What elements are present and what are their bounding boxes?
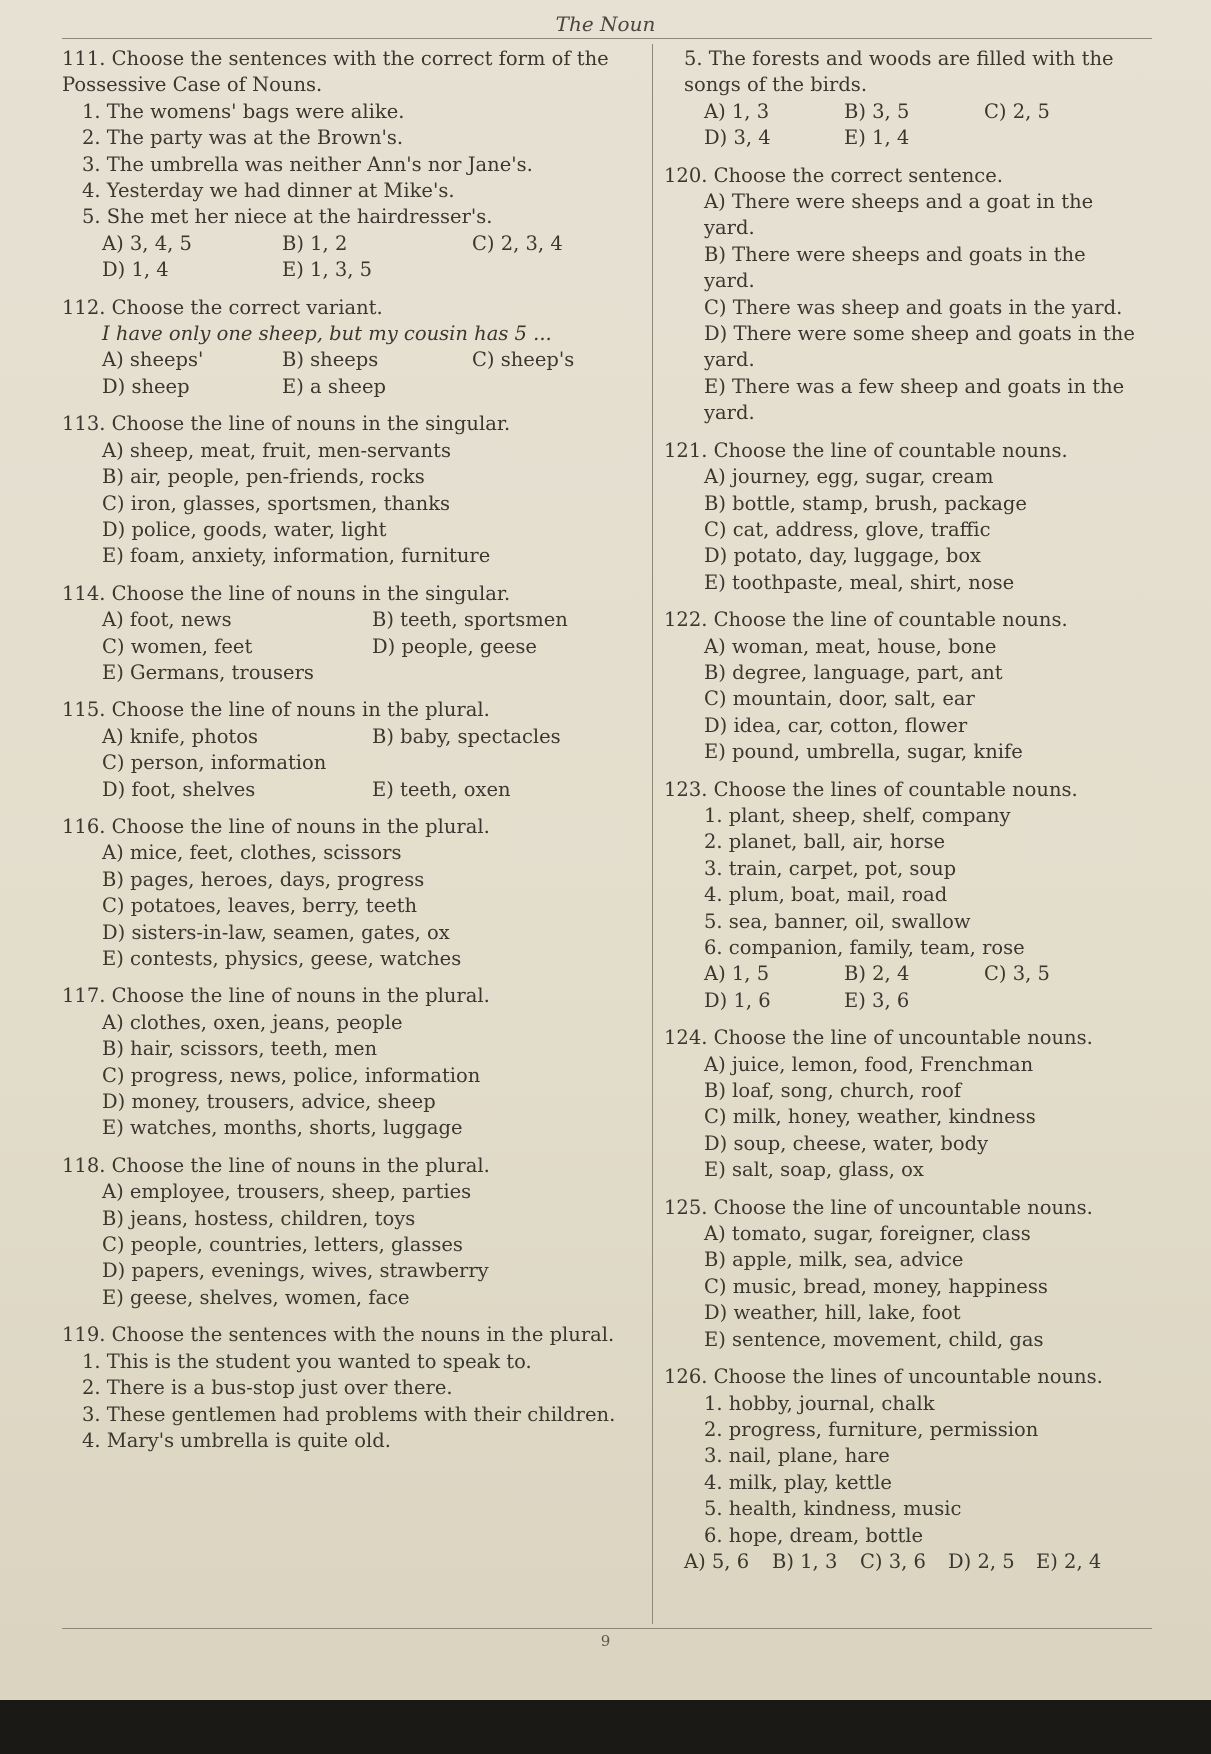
sentence-option: 4. Yesterday we had dinner at Mike's. bbox=[82, 179, 455, 203]
answer-c[interactable]: C) women, feet bbox=[102, 634, 253, 658]
answer-d[interactable]: D) people, geese bbox=[372, 634, 537, 658]
answer-d[interactable]: D) 3, 4 bbox=[704, 126, 771, 150]
answer-row bbox=[62, 257, 642, 283]
answer-c[interactable]: C) potatoes, leaves, berry, teeth bbox=[102, 894, 418, 918]
answer-a[interactable]: A) 1, 3 bbox=[704, 99, 770, 123]
question-prompt: 122. Choose the line of countable nouns. bbox=[664, 608, 1068, 632]
answer-b[interactable]: B) degree, language, part, ant bbox=[704, 660, 1003, 684]
sentence-option: 4. Mary's umbrella is quite old. bbox=[82, 1428, 391, 1452]
answer-row bbox=[664, 99, 1142, 125]
answer-b[interactable]: B) There were sheeps and goats in the yard. bbox=[704, 242, 1086, 293]
question-prompt: 114. Choose the line of nouns in the singular. bbox=[62, 581, 511, 605]
sentence-option: 2. There is a bus-stop just over there. bbox=[82, 1376, 453, 1400]
answer-e[interactable]: E) Germans, trousers bbox=[102, 660, 314, 684]
answer-e[interactable]: E) watches, months, shorts, luggage bbox=[102, 1116, 463, 1140]
question-119-continued bbox=[664, 46, 1142, 152]
answer-a[interactable]: A) clothes, oxen, jeans, people bbox=[102, 1010, 403, 1034]
question-prompt: 120. Choose the correct sentence. bbox=[664, 163, 1003, 187]
answer-row bbox=[62, 777, 642, 803]
answer-d[interactable]: D) papers, evenings, wives, strawberry bbox=[102, 1259, 489, 1283]
question-115 bbox=[62, 697, 642, 803]
noun-line: 6. hope, dream, bottle bbox=[704, 1523, 924, 1547]
question-112 bbox=[62, 295, 642, 401]
answer-d[interactable]: D) potato, day, luggage, box bbox=[704, 544, 982, 568]
sentence-option: 1. The womens' bags were alike. bbox=[82, 99, 405, 123]
answer-a[interactable]: A) tomato, sugar, foreigner, class bbox=[704, 1222, 1031, 1246]
question-117 bbox=[62, 983, 642, 1141]
answer-b[interactable]: B) 1, 3 bbox=[772, 1549, 838, 1573]
question-123 bbox=[664, 777, 1142, 1015]
answer-b[interactable]: B) apple, milk, sea, advice bbox=[704, 1248, 964, 1272]
answer-e[interactable]: E) teeth, oxen bbox=[372, 777, 511, 801]
sentence-option: 3. The umbrella was neither Ann's nor Jane's. bbox=[82, 152, 533, 176]
answer-a[interactable]: A) journey, egg, sugar, cream bbox=[704, 465, 994, 489]
question-prompt: 118. Choose the line of nouns in the plural. bbox=[62, 1153, 490, 1177]
answer-c[interactable]: C) 2, 3, 4 bbox=[472, 231, 563, 255]
noun-line: 1. plant, sheep, shelf, company bbox=[704, 803, 1011, 827]
answer-c[interactable]: C) cat, address, glove, traffic bbox=[704, 517, 991, 541]
answer-d[interactable]: D) money, trousers, advice, sheep bbox=[102, 1090, 436, 1114]
noun-line: 4. plum, boat, mail, road bbox=[704, 883, 948, 907]
answer-c[interactable]: C) music, bread, money, happiness bbox=[704, 1274, 1048, 1298]
question-113 bbox=[62, 411, 642, 569]
answer-e[interactable]: E) foam, anxiety, information, furniture bbox=[102, 544, 491, 568]
answer-e[interactable]: E) contests, physics, geese, watches bbox=[102, 947, 462, 970]
question-114 bbox=[62, 581, 642, 687]
noun-line: 5. health, kindness, music bbox=[704, 1497, 962, 1521]
answer-c[interactable]: C) iron, glasses, sportsmen, thanks bbox=[102, 491, 451, 515]
question-prompt: 126. Choose the lines of uncountable nouns. bbox=[664, 1365, 1103, 1389]
answer-d[interactable]: D) 1, 4 bbox=[102, 258, 169, 282]
noun-line: 6. companion, family, team, rose bbox=[704, 936, 1025, 959]
sentence-option: 3. These gentlemen had problems with their children. bbox=[82, 1402, 616, 1426]
answer-b[interactable]: B) bottle, stamp, brush, package bbox=[704, 491, 1027, 515]
question-116 bbox=[62, 814, 642, 972]
answer-e[interactable]: E) There was a few sheep and goats in the yard. bbox=[704, 374, 1125, 425]
answer-a[interactable]: A) mice, feet, clothes, scissors bbox=[102, 841, 402, 865]
noun-line: 3. nail, plane, hare bbox=[704, 1444, 890, 1468]
answer-d[interactable]: D) soup, cheese, water, body bbox=[704, 1131, 989, 1155]
answer-e[interactable]: E) 2, 4 bbox=[1036, 1549, 1102, 1573]
answer-b[interactable]: B) teeth, sportsmen bbox=[372, 608, 568, 632]
answer-e[interactable]: E) pound, umbrella, sugar, knife bbox=[704, 740, 1023, 764]
answer-a[interactable]: A) 1, 5 bbox=[704, 962, 770, 986]
question-120 bbox=[664, 163, 1142, 427]
answer-c[interactable]: C) people, countries, letters, glasses bbox=[102, 1233, 463, 1257]
answer-e[interactable]: E) 3, 6 bbox=[844, 988, 910, 1012]
answer-row bbox=[62, 724, 642, 750]
question-prompt: 123. Choose the lines of countable nouns. bbox=[664, 777, 1078, 801]
answer-c[interactable]: C) person, information bbox=[102, 751, 327, 775]
header-rule bbox=[62, 38, 1152, 39]
answer-a[interactable]: A) 5, 6 bbox=[684, 1549, 750, 1573]
answer-d[interactable]: D) sisters-in-law, seamen, gates, ox bbox=[102, 920, 450, 944]
answer-row bbox=[664, 1549, 1142, 1575]
answer-row bbox=[62, 347, 642, 373]
right-column bbox=[664, 46, 1142, 1586]
answer-d[interactable]: D) There were some sheep and goats in the yard. bbox=[704, 322, 1135, 372]
noun-line: 4. milk, play, kettle bbox=[704, 1470, 892, 1494]
noun-line: 2. planet, ball, air, horse bbox=[704, 830, 946, 854]
sentence-option: 5. The forests and woods are filled with the songs of the birds. bbox=[684, 47, 1114, 97]
answer-b[interactable]: B) pages, heroes, days, progress bbox=[102, 867, 425, 891]
answer-row bbox=[664, 125, 1142, 151]
answer-d[interactable]: D) sheep bbox=[102, 374, 190, 398]
answer-a[interactable]: A) foot, news bbox=[102, 608, 232, 632]
question-122 bbox=[664, 607, 1142, 765]
answer-e[interactable]: E) salt, soap, glass, ox bbox=[704, 1158, 924, 1182]
answer-row bbox=[62, 374, 642, 400]
answer-a[interactable]: A) knife, photos bbox=[102, 724, 259, 748]
answer-c[interactable]: C) 2, 5 bbox=[984, 99, 1050, 123]
question-prompt: 125. Choose the line of uncountable nouns. bbox=[664, 1195, 1093, 1219]
question-prompt: 124. Choose the line of uncountable nouns. bbox=[664, 1026, 1093, 1050]
answer-e[interactable]: E) 1, 3, 5 bbox=[282, 258, 373, 282]
answer-b[interactable]: B) 2, 4 bbox=[844, 962, 910, 986]
answer-b[interactable]: B) baby, spectacles bbox=[372, 724, 561, 748]
answer-c[interactable]: C) milk, honey, weather, kindness bbox=[704, 1105, 1036, 1129]
answer-d[interactable]: D) 2, 5 bbox=[948, 1549, 1015, 1573]
question-prompt: 116. Choose the line of nouns in the plural. bbox=[62, 814, 490, 838]
answer-b[interactable]: B) 3, 5 bbox=[844, 99, 910, 123]
question-125 bbox=[664, 1195, 1142, 1353]
answer-row bbox=[664, 961, 1142, 987]
answer-row bbox=[62, 231, 642, 257]
answer-d[interactable]: D) foot, shelves bbox=[102, 777, 256, 801]
answer-c[interactable]: C) 3, 6 bbox=[860, 1549, 926, 1573]
question-124 bbox=[664, 1025, 1142, 1183]
answer-b[interactable]: B) loaf, song, church, roof bbox=[704, 1079, 962, 1103]
answer-b[interactable]: B) hair, scissors, teeth, men bbox=[102, 1037, 378, 1061]
desk-background bbox=[0, 1700, 1211, 1754]
answer-row bbox=[62, 634, 642, 660]
answer-c[interactable]: C) progress, news, police, information bbox=[102, 1063, 481, 1087]
column-divider bbox=[652, 44, 653, 1624]
noun-line: 5. sea, banner, oil, swallow bbox=[704, 909, 971, 933]
answer-e[interactable]: E) sentence, movement, child, gas bbox=[704, 1327, 1044, 1351]
question-121 bbox=[664, 438, 1142, 596]
sentence-option: 2. The party was at the Brown's. bbox=[82, 126, 404, 150]
answer-a[interactable]: A) sheeps' bbox=[102, 348, 204, 372]
answer-c[interactable]: C) 3, 5 bbox=[984, 962, 1050, 986]
running-head: The Noun bbox=[555, 12, 656, 36]
answer-row bbox=[62, 607, 642, 633]
answer-b[interactable]: B) 1, 2 bbox=[282, 231, 348, 255]
question-prompt: 112. Choose the correct variant. bbox=[62, 295, 383, 319]
answer-e[interactable]: E) a sheep bbox=[282, 374, 386, 398]
answer-c[interactable]: C) sheep's bbox=[472, 348, 575, 372]
question-prompt: 119. Choose the sentences with the nouns in the plural. bbox=[62, 1323, 615, 1347]
answer-a[interactable]: A) sheep, meat, fruit, men-servants bbox=[102, 438, 451, 462]
footer-rule bbox=[62, 1628, 1152, 1629]
question-126 bbox=[664, 1364, 1142, 1575]
noun-line: 3. train, carpet, pot, soup bbox=[704, 856, 957, 880]
answer-row bbox=[664, 988, 1142, 1014]
answer-c[interactable]: C) There was sheep and goats in the yard. bbox=[704, 295, 1123, 319]
noun-line: 1. hobby, journal, chalk bbox=[704, 1391, 935, 1415]
answer-a[interactable]: A) woman, meat, house, bone bbox=[704, 634, 997, 658]
question-119 bbox=[62, 1322, 642, 1454]
answer-d[interactable]: D) police, goods, water, light bbox=[102, 517, 387, 541]
answer-a[interactable]: A) juice, lemon, food, Frenchman bbox=[704, 1052, 1034, 1076]
answer-b[interactable]: B) sheeps bbox=[282, 348, 379, 372]
answer-a[interactable]: A) employee, trousers, sheep, parties bbox=[102, 1180, 472, 1204]
question-prompt: 115. Choose the line of nouns in the plural. bbox=[62, 698, 490, 722]
answer-d[interactable]: D) idea, car, cotton, flower bbox=[704, 713, 968, 737]
answer-d[interactable]: D) weather, hill, lake, foot bbox=[704, 1301, 961, 1325]
answer-a[interactable]: A) 3, 4, 5 bbox=[102, 231, 192, 255]
answer-d[interactable]: D) 1, 6 bbox=[704, 988, 771, 1012]
answer-a[interactable]: A) There were sheeps and a goat in the yard. bbox=[704, 190, 1094, 240]
sentence-option: 5. She met her niece at the hairdresser's. bbox=[82, 205, 493, 229]
question-prompt: 111. Choose the sentences with the correct form of the Possessive Case of Nouns. bbox=[62, 47, 609, 97]
question-prompt: 121. Choose the line of countable nouns. bbox=[664, 438, 1068, 462]
answer-e[interactable]: E) toothpaste, meal, shirt, nose bbox=[704, 570, 1015, 594]
noun-line: 2. progress, furniture, permission bbox=[704, 1417, 1039, 1441]
question-118 bbox=[62, 1153, 642, 1311]
answer-b[interactable]: B) jeans, hostess, children, toys bbox=[102, 1206, 416, 1230]
answer-e[interactable]: E) 1, 4 bbox=[844, 126, 910, 150]
example-sentence: I have only one sheep, but my cousin has 5 ... bbox=[102, 322, 552, 346]
answer-e[interactable]: E) geese, shelves, women, face bbox=[102, 1285, 410, 1309]
question-prompt: 117. Choose the line of nouns in the plural. bbox=[62, 984, 490, 1008]
page-number: 9 bbox=[600, 1632, 611, 1650]
question-111 bbox=[62, 46, 642, 284]
left-column bbox=[62, 46, 642, 1465]
question-prompt: 113. Choose the line of nouns in the singular. bbox=[62, 412, 511, 436]
sentence-option: 1. This is the student you wanted to speak to. bbox=[82, 1349, 532, 1373]
answer-c[interactable]: C) mountain, door, salt, ear bbox=[704, 687, 975, 711]
answer-b[interactable]: B) air, people, pen-friends, rocks bbox=[102, 465, 425, 489]
